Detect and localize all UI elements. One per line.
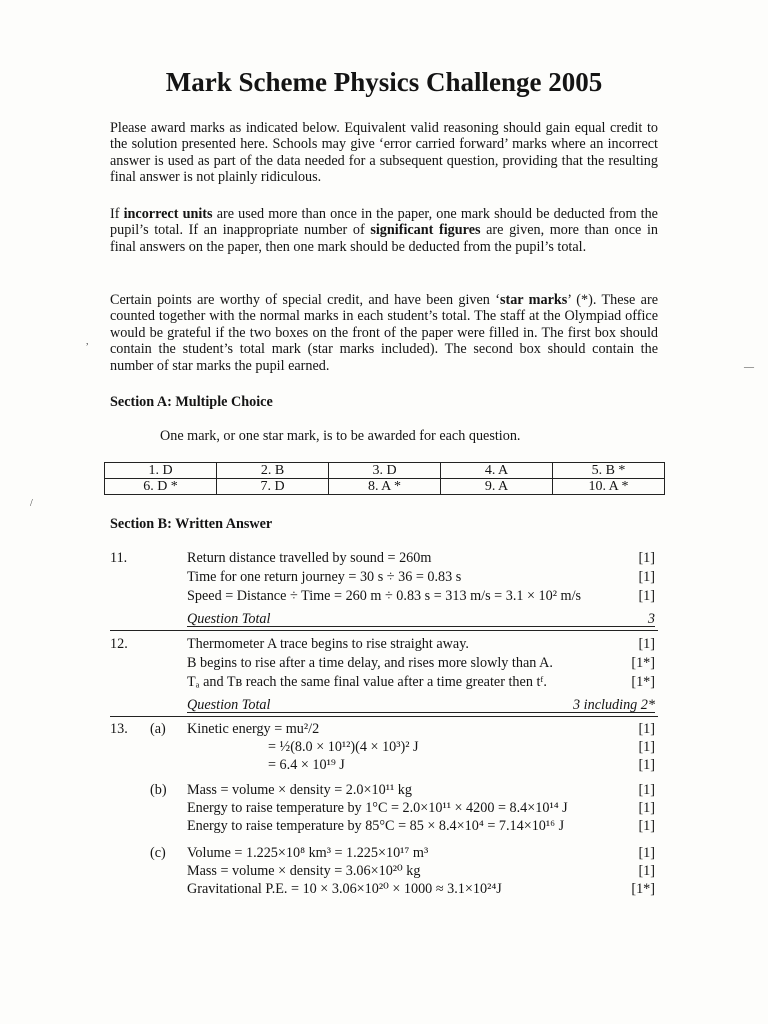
mark-value: [1]: [638, 569, 655, 585]
answer-cell: 6. D *: [105, 479, 217, 495]
answer-line: Mass = volume × density = 3.06×10²⁰ kg: [187, 863, 421, 879]
question-number: 12.: [110, 636, 128, 652]
total-underline: [187, 626, 655, 627]
mark-value: [1]: [638, 550, 655, 566]
answer-cell: 9. A: [441, 479, 553, 495]
answer-line: Energy to raise temperature by 1°C = 2.0×10¹¹ × 4200 = 8.4×10¹⁴ J: [187, 800, 568, 816]
mark-value: [1]: [638, 721, 655, 737]
mark-value: [1*]: [631, 881, 655, 897]
answer-line: Kinetic energy = mu²/2: [187, 721, 320, 737]
mark-value: [1]: [638, 588, 655, 604]
answer-cell: 3. D: [329, 463, 441, 479]
answer-cell: 10. A *: [553, 479, 665, 495]
answer-line: Gravitational P.E. = 10 × 3.06×10²⁰ × 1000 ≈ 3.1×10²⁴J: [187, 881, 502, 897]
answer-cell: 1. D: [105, 463, 217, 479]
answer-line: Return distance travelled by sound = 260m: [187, 550, 432, 566]
answer-line: = 6.4 × 10¹⁹ J: [268, 757, 345, 773]
total-underline: [187, 712, 655, 713]
part-label: (a): [150, 721, 166, 737]
mark-value: [1]: [638, 863, 655, 879]
table-row: [105, 463, 665, 479]
answer-line: Volume = 1.225×10⁸ km³ = 1.225×10¹⁷ m³: [187, 845, 429, 861]
answer-line: = ½(8.0 × 10¹²)(4 × 10³)² J: [268, 739, 419, 755]
answer-line: Mass = volume × density = 2.0×10¹¹ kg: [187, 782, 412, 798]
mark-value: [1]: [638, 818, 655, 834]
question-total-label: Question Total: [187, 611, 271, 627]
question-total-value: 3: [647, 611, 655, 627]
table-row: [105, 479, 665, 495]
answer-cell: 8. A *: [329, 479, 441, 495]
answer-line: Speed = Distance ÷ Time = 260 m ÷ 0.83 s = 313 m/s = 3.1 × 10² m/s: [187, 588, 582, 604]
question-total-label: Question Total: [187, 697, 271, 713]
multiple-choice-answer-table: [104, 462, 665, 495]
answer-line: Energy to raise temperature by 85°C = 85 × 8.4×10⁴ = 7.14×10¹⁶ J: [187, 818, 565, 834]
mark-value: [1]: [638, 739, 655, 755]
scan-mark: —: [744, 362, 754, 373]
part-label: (c): [150, 845, 166, 861]
scan-mark: /: [30, 498, 33, 509]
answer-line: Time for one return journey = 30 s ÷ 36 = 0.83 s: [187, 569, 462, 585]
mark-value: [1*]: [631, 655, 655, 671]
answer-line: Tₐ and Tʙ reach the same final value after a time greater then tᶠ.: [187, 674, 547, 690]
part-label: (b): [150, 782, 167, 798]
answer-cell: 5. B *: [553, 463, 665, 479]
answer-cell: 7. D: [217, 479, 329, 495]
intro-paragraph-2: If incorrect units are used more than once in the paper, one mark should be deducted from the pupil’s total. If an inappropriate number of significant figures are given, more than once in final answers on the paper, then one mark should be deducted from the pupil’s total.: [110, 206, 658, 255]
mark-value: [1]: [638, 845, 655, 861]
question-total-value: 3 including 2*: [573, 697, 655, 713]
answer-line: B begins to rise after a time delay, and rises more slowly than A.: [187, 655, 553, 671]
mark-value: [1]: [638, 757, 655, 773]
question-divider: [110, 716, 658, 717]
question-number: 11.: [110, 550, 128, 566]
question-divider: [110, 630, 658, 631]
page-title: Mark Scheme Physics Challenge 2005: [165, 67, 603, 97]
section-b-heading: Section B: Written Answer: [110, 516, 273, 532]
mark-value: [1*]: [631, 674, 655, 690]
intro-paragraph-3: Certain points are worthy of special credit, and have been given ‘star marks’ (*). These are counted together with the normal marks in each student’s total. The staff at the Olympiad office would be grateful if the two boxes on the front of the paper were filled in. The first box should contain the student’s total mark (star marks included). The second box should contain the number of star marks the pupil earned.: [110, 292, 658, 374]
question-number: 13.: [110, 721, 128, 737]
section-a-note: One mark, or one star mark, is to be awarded for each question.: [160, 428, 521, 444]
answer-cell: 2. B: [217, 463, 329, 479]
mark-value: [1]: [638, 800, 655, 816]
scan-mark: ,: [86, 336, 89, 347]
answer-line: Thermometer A trace begins to rise straight away.: [187, 636, 469, 652]
mark-value: [1]: [638, 636, 655, 652]
mark-value: [1]: [638, 782, 655, 798]
section-a-heading: Section A: Multiple Choice: [110, 394, 273, 410]
intro-paragraph-1: Please award marks as indicated below. Equivalent valid reasoning should gain equal credit to the solution presented here. Schools may give ‘error carried forward’ marks where an incorrect answer is used as part of the data needed for a subsequent question, providing that the resulting final answer is not plainly ridiculous.: [110, 120, 658, 186]
answer-cell: 4. A: [441, 463, 553, 479]
